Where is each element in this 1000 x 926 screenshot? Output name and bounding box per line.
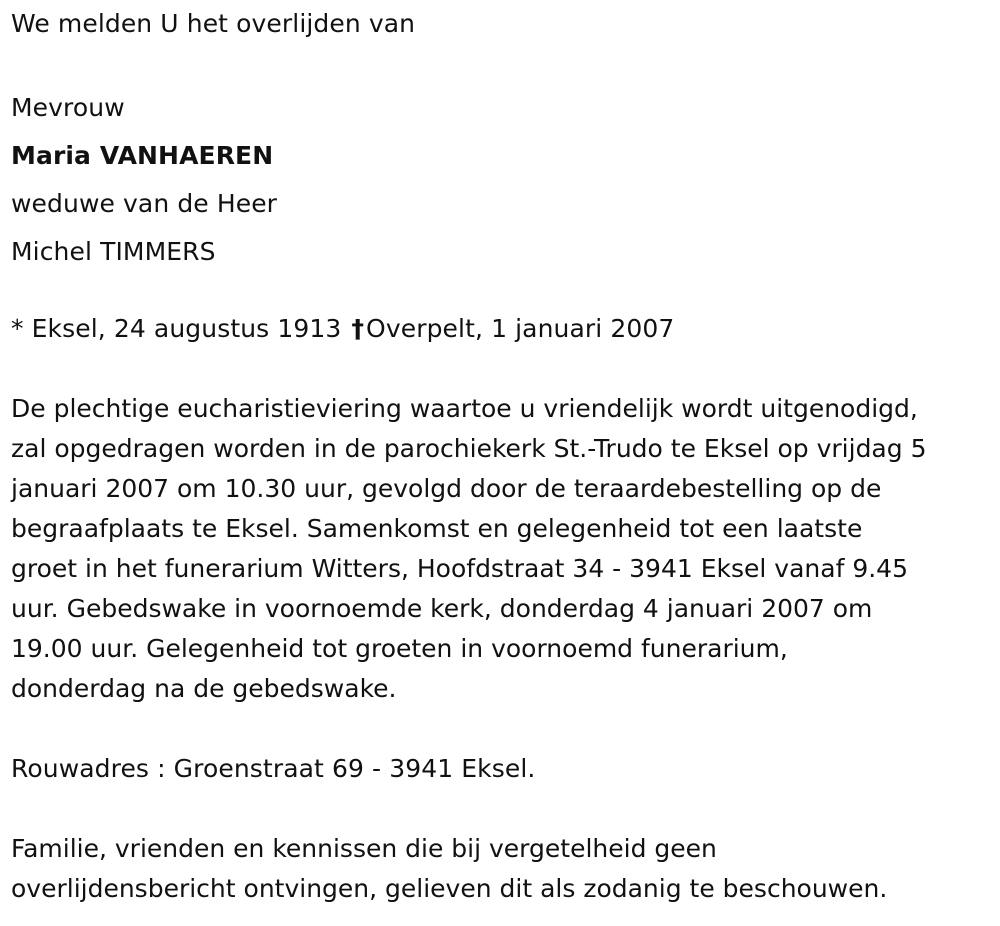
- ceremony-line: groet in het funerarium Witters, Hoofdstraat 34 - 3941 Eksel vanaf 9.45: [11, 554, 908, 583]
- honorific: Mevrouw: [11, 93, 125, 122]
- spouse-name: Michel TIMMERS: [11, 237, 216, 266]
- ceremony-line: zal opgedragen worden in de parochiekerk St.-Trudo te Eksel op vrijdag 5: [11, 434, 927, 463]
- birth-mark: *: [11, 314, 24, 343]
- dagger-icon: †: [351, 314, 365, 343]
- closing-line: overlijdensbericht ontvingen, gelieven dit als zodanig te beschouwen.: [11, 874, 888, 903]
- closing-paragraph: [11, 829, 986, 909]
- ceremony-line: uur. Gebedswake in voornoemde kerk, donderdag 4 januari 2007 om: [11, 594, 873, 623]
- death-info: Overpelt, 1 januari 2007: [366, 314, 675, 343]
- ceremony-line: begraafplaats te Eksel. Samenkomst en gelegenheid tot een laatste: [11, 514, 863, 543]
- ceremony-line: 19.00 uur. Gelegenheid tot groeten in voornoemd funerarium,: [11, 634, 788, 663]
- closing-line: Familie, vrienden en kennissen die bij vergetelheid geen: [11, 834, 717, 863]
- mourning-address: Rouwadres : Groenstraat 69 - 3941 Eksel.: [11, 754, 536, 783]
- birth-info: Eksel, 24 augustus 1913: [31, 314, 342, 343]
- ceremony-line: donderdag na de gebedswake.: [11, 674, 397, 703]
- ceremony-line: januari 2007 om 10.30 uur, gevolgd door de teraardebestelling op de: [11, 474, 882, 503]
- relation-text: weduwe van de Heer: [11, 189, 278, 218]
- ceremony-paragraph: [11, 389, 986, 709]
- ceremony-line: De plechtige eucharistieviering waartoe u vriendelijk wordt uitgenodigd,: [11, 394, 918, 423]
- death-notice: [11, 4, 991, 909]
- deceased-name: Maria VANHAEREN: [11, 141, 274, 170]
- intro-text: We melden U het overlijden van: [11, 9, 416, 38]
- life-dates: [11, 309, 991, 349]
